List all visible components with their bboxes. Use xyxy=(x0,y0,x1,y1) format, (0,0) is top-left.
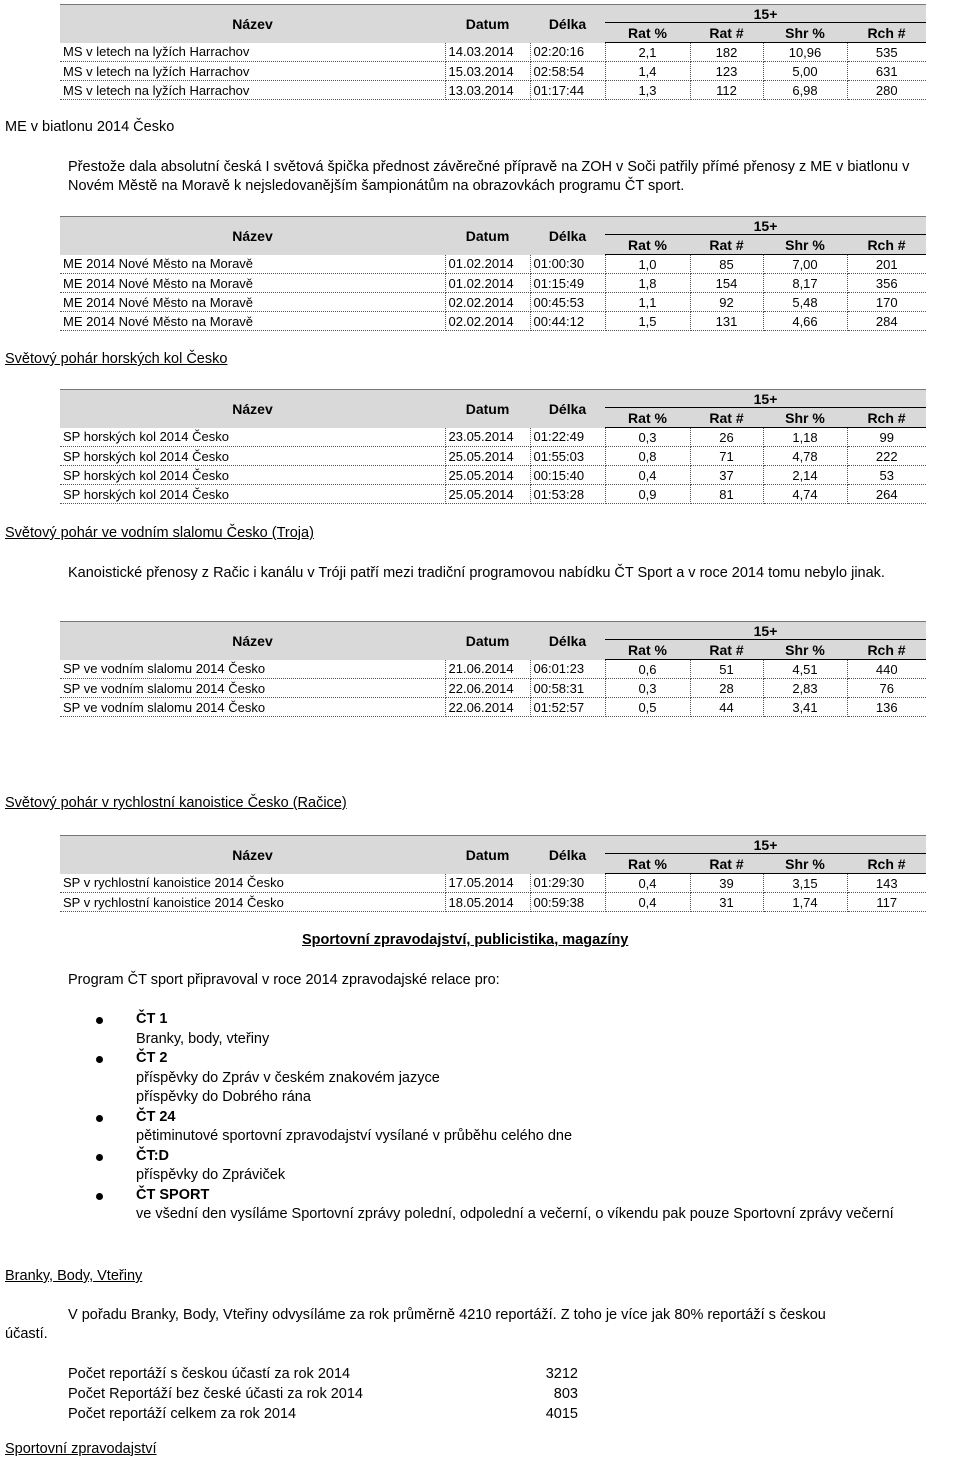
cell-shr-pct: 3,41 xyxy=(763,698,847,717)
cell-length: 01:22:49 xyxy=(530,428,605,447)
table-row xyxy=(60,893,926,912)
cell-name: SP ve vodním slalomu 2014 Česko xyxy=(60,660,445,679)
cell-rat-pct: 0,9 xyxy=(605,485,690,504)
cell-length: 00:59:38 xyxy=(530,893,605,912)
cell-rat-num: 92 xyxy=(690,293,763,312)
col-header-date: Datum xyxy=(445,836,530,874)
cell-length: 06:01:23 xyxy=(530,660,605,679)
paragraph-slalom: Kanoistické přenosy z Račic i kanálu v Tróji patří mezi tradiční programovou nabídku ČT Sport a v roce 2014 tomu nebylo jinak. xyxy=(68,565,885,581)
news-intro: Program ČT sport připravoval v roce 2014 zpravodajské relace pro: xyxy=(68,972,500,988)
cell-name: ME 2014 Nové Město na Moravě xyxy=(60,312,445,331)
cell-date: 01.02.2014 xyxy=(445,255,530,274)
cell-rat-num: 154 xyxy=(690,274,763,293)
cell-length: 01:15:49 xyxy=(530,274,605,293)
col-header-rch-num: Rch # xyxy=(847,640,926,660)
cell-rch-num: 535 xyxy=(847,43,926,62)
cell-length: 00:58:31 xyxy=(530,679,605,698)
channel-item xyxy=(96,1186,956,1225)
table-row xyxy=(60,428,926,447)
col-header-shr-pct: Shr % xyxy=(763,854,847,874)
channel-description: příspěvky do Zpráviček xyxy=(136,1167,286,1183)
cell-name: MS v letech na lyžích Harrachov xyxy=(60,81,445,100)
bullet-icon xyxy=(96,1193,103,1200)
cell-rat-pct: 0,5 xyxy=(605,698,690,717)
cell-date: 21.06.2014 xyxy=(445,660,530,679)
table-row xyxy=(60,312,926,331)
cell-length: 00:15:40 xyxy=(530,466,605,485)
paragraph-biathlon: Přestože dala absolutní česká I světová špička přednost závěrečné přípravě na ZOH v Soči patřily přímé přenosy z ME v biatlonu v Novém Městě na Moravě k nejsledovanějším šampionátům na obrazovkách programu ČT sport. xyxy=(68,159,910,194)
cell-name: SP v rychlostní kanoistice 2014 Česko xyxy=(60,893,445,912)
cell-rch-num: 280 xyxy=(847,81,926,100)
cell-shr-pct: 4,78 xyxy=(763,447,847,466)
section-heading-news: Sportovní zpravodajství, publicistika, magazíny xyxy=(302,932,629,948)
cell-shr-pct: 4,51 xyxy=(763,660,847,679)
cell-date: 25.05.2014 xyxy=(445,447,530,466)
col-header-rch-num: Rch # xyxy=(847,408,926,428)
col-header-rat-num: Rat # xyxy=(690,640,763,660)
cell-rat-pct: 0,4 xyxy=(605,893,690,912)
cell-name: SP horských kol 2014 Česko xyxy=(60,485,445,504)
col-group-15plus: 15+ xyxy=(605,217,926,235)
col-header-shr-pct: Shr % xyxy=(763,640,847,660)
ratings-table-biathlon xyxy=(60,216,926,331)
cell-rat-num: 28 xyxy=(690,679,763,698)
cell-rch-num: 264 xyxy=(847,485,926,504)
channel-item xyxy=(96,1049,956,1108)
stat-row xyxy=(68,1384,578,1404)
col-header-length: Délka xyxy=(530,5,605,43)
cell-length: 00:44:12 xyxy=(530,312,605,331)
ratings-table-harrachov xyxy=(60,4,926,100)
channel-item xyxy=(96,1010,956,1049)
channel-name: ČT 2 xyxy=(136,1050,168,1066)
col-group-15plus: 15+ xyxy=(605,836,926,854)
stat-value: 803 xyxy=(553,1386,578,1402)
channel-description: ve všední den vysíláme Sportovní zprávy polední, odpolední a večerní, o víkendu pak pouze Sportovní zprávy večerní xyxy=(136,1206,894,1222)
col-header-date: Datum xyxy=(445,390,530,428)
cell-rat-pct: 0,3 xyxy=(605,428,690,447)
col-header-length: Délka xyxy=(530,622,605,660)
cell-rat-num: 39 xyxy=(690,874,763,893)
table-row xyxy=(60,466,926,485)
cell-name: MS v letech na lyžích Harrachov xyxy=(60,43,445,62)
cell-rch-num: 53 xyxy=(847,466,926,485)
cell-rat-num: 44 xyxy=(690,698,763,717)
cell-rat-num: 112 xyxy=(690,81,763,100)
cell-length: 01:52:57 xyxy=(530,698,605,717)
paragraph-bbv-line1: V pořadu Branky, Body, Vteřiny odvysíláme za rok průměrně 4210 reportáží. Z toho je více jak 80% reportáží s českou xyxy=(68,1307,826,1323)
stat-row xyxy=(68,1364,578,1384)
cell-name: ME 2014 Nové Město na Moravě xyxy=(60,293,445,312)
col-header-name: Název xyxy=(60,5,445,43)
cell-rch-num: 136 xyxy=(847,698,926,717)
col-header-date: Datum xyxy=(445,217,530,255)
stat-label: Počet reportáží celkem za rok 2014 xyxy=(68,1406,297,1422)
col-header-rch-num: Rch # xyxy=(847,23,926,43)
cell-date: 18.05.2014 xyxy=(445,893,530,912)
cell-rch-num: 143 xyxy=(847,874,926,893)
cell-shr-pct: 5,00 xyxy=(763,62,847,81)
table-row xyxy=(60,81,926,100)
col-header-rat-num: Rat # xyxy=(690,408,763,428)
cell-shr-pct: 4,74 xyxy=(763,485,847,504)
cell-rch-num: 222 xyxy=(847,447,926,466)
col-header-rat-pct: Rat % xyxy=(605,235,690,255)
cell-rat-pct: 0,4 xyxy=(605,466,690,485)
stat-value: 3212 xyxy=(545,1366,578,1382)
cell-length: 00:45:53 xyxy=(530,293,605,312)
table-row xyxy=(60,679,926,698)
table-row xyxy=(60,874,926,893)
cell-rat-pct: 1,8 xyxy=(605,274,690,293)
col-header-name: Název xyxy=(60,622,445,660)
bullet-icon xyxy=(96,1154,103,1161)
cell-rch-num: 170 xyxy=(847,293,926,312)
table-row xyxy=(60,447,926,466)
cell-rch-num: 631 xyxy=(847,62,926,81)
cell-date: 15.03.2014 xyxy=(445,62,530,81)
cell-rch-num: 76 xyxy=(847,679,926,698)
cell-length: 01:55:03 xyxy=(530,447,605,466)
cell-length: 02:20:16 xyxy=(530,43,605,62)
cell-date: 25.05.2014 xyxy=(445,466,530,485)
col-header-shr-pct: Shr % xyxy=(763,23,847,43)
cell-date: 13.03.2014 xyxy=(445,81,530,100)
col-group-15plus: 15+ xyxy=(605,5,926,23)
cell-rat-pct: 1,3 xyxy=(605,81,690,100)
channel-name: ČT SPORT xyxy=(136,1186,210,1203)
cell-shr-pct: 3,15 xyxy=(763,874,847,893)
col-header-name: Název xyxy=(60,217,445,255)
cell-date: 17.05.2014 xyxy=(445,874,530,893)
col-header-rat-pct: Rat % xyxy=(605,408,690,428)
table-row xyxy=(60,698,926,717)
channel-item xyxy=(96,1147,956,1186)
cell-name: SP v rychlostní kanoistice 2014 Česko xyxy=(60,874,445,893)
col-header-shr-pct: Shr % xyxy=(763,235,847,255)
cell-rat-num: 123 xyxy=(690,62,763,81)
channel-description: příspěvky do Dobrého rána xyxy=(136,1089,311,1105)
channel-name: ČT 1 xyxy=(136,1011,168,1027)
cell-rat-num: 51 xyxy=(690,660,763,679)
cell-rat-num: 85 xyxy=(690,255,763,274)
cell-length: 01:00:30 xyxy=(530,255,605,274)
bullet-icon xyxy=(96,1056,103,1063)
stat-label: Počet Reportáží bez české účasti za rok 2014 xyxy=(68,1386,363,1402)
cell-name: SP horských kol 2014 Česko xyxy=(60,466,445,485)
cell-rat-num: 37 xyxy=(690,466,763,485)
cell-rch-num: 356 xyxy=(847,274,926,293)
cell-rch-num: 99 xyxy=(847,428,926,447)
cell-rat-pct: 1,0 xyxy=(605,255,690,274)
cell-shr-pct: 1,18 xyxy=(763,428,847,447)
cell-shr-pct: 2,83 xyxy=(763,679,847,698)
cell-rat-pct: 1,4 xyxy=(605,62,690,81)
cell-rat-num: 26 xyxy=(690,428,763,447)
cell-rat-pct: 2,1 xyxy=(605,43,690,62)
cell-rat-num: 182 xyxy=(690,43,763,62)
cell-rat-pct: 1,1 xyxy=(605,293,690,312)
cell-date: 23.05.2014 xyxy=(445,428,530,447)
cell-shr-pct: 10,96 xyxy=(763,43,847,62)
cell-length: 01:53:28 xyxy=(530,485,605,504)
cell-shr-pct: 6,98 xyxy=(763,81,847,100)
col-header-rat-num: Rat # xyxy=(690,854,763,874)
col-header-name: Název xyxy=(60,390,445,428)
footer-heading: Sportovní zpravodajství xyxy=(5,1441,157,1457)
channel-description: pětiminutové sportovní zpravodajství vysílané v průběhu celého dne xyxy=(136,1128,573,1144)
col-header-length: Délka xyxy=(530,217,605,255)
cell-date: 02.02.2014 xyxy=(445,312,530,331)
col-header-rat-pct: Rat % xyxy=(605,640,690,660)
cell-shr-pct: 4,66 xyxy=(763,312,847,331)
cell-rch-num: 117 xyxy=(847,893,926,912)
cell-rch-num: 201 xyxy=(847,255,926,274)
col-header-rat-num: Rat # xyxy=(690,23,763,43)
col-group-15plus: 15+ xyxy=(605,622,926,640)
channel-item xyxy=(96,1108,956,1147)
cell-name: SP horských kol 2014 Česko xyxy=(60,447,445,466)
cell-rat-num: 81 xyxy=(690,485,763,504)
ratings-table-sprint xyxy=(60,835,926,912)
bullet-icon xyxy=(96,1115,103,1122)
col-header-length: Délka xyxy=(530,390,605,428)
cell-rat-pct: 0,6 xyxy=(605,660,690,679)
cell-date: 22.06.2014 xyxy=(445,698,530,717)
cell-shr-pct: 1,74 xyxy=(763,893,847,912)
col-header-rat-pct: Rat % xyxy=(605,854,690,874)
cell-shr-pct: 8,17 xyxy=(763,274,847,293)
cell-length: 02:58:54 xyxy=(530,62,605,81)
col-header-rch-num: Rch # xyxy=(847,235,926,255)
cell-shr-pct: 5,48 xyxy=(763,293,847,312)
cell-rch-num: 284 xyxy=(847,312,926,331)
cell-rat-pct: 0,4 xyxy=(605,874,690,893)
cell-name: SP ve vodním slalomu 2014 Česko xyxy=(60,679,445,698)
ratings-table-mtb xyxy=(60,389,926,504)
stat-label: Počet reportáží s českou účastí za rok 2014 xyxy=(68,1366,351,1382)
section-heading-bbv: Branky, Body, Vteřiny xyxy=(5,1268,143,1284)
cell-rat-pct: 1,5 xyxy=(605,312,690,331)
cell-name: ME 2014 Nové Město na Moravě xyxy=(60,255,445,274)
stat-value: 4015 xyxy=(545,1406,578,1422)
col-header-date: Datum xyxy=(445,5,530,43)
col-header-rat-pct: Rat % xyxy=(605,23,690,43)
stat-row xyxy=(68,1404,578,1424)
table-row xyxy=(60,43,926,62)
cell-name: SP horských kol 2014 Česko xyxy=(60,428,445,447)
cell-date: 22.06.2014 xyxy=(445,679,530,698)
channel-name: ČT 24 xyxy=(136,1108,176,1125)
table-row xyxy=(60,660,926,679)
col-header-rat-num: Rat # xyxy=(690,235,763,255)
cell-shr-pct: 7,00 xyxy=(763,255,847,274)
col-header-rch-num: Rch # xyxy=(847,854,926,874)
cell-length: 01:29:30 xyxy=(530,874,605,893)
section-heading-sprint: Světový pohár v rychlostní kanoistice Česko (Račice) xyxy=(5,795,347,811)
channel-list xyxy=(96,1010,956,1225)
cell-rat-num: 31 xyxy=(690,893,763,912)
cell-date: 14.03.2014 xyxy=(445,43,530,62)
table-row xyxy=(60,293,926,312)
table-row xyxy=(60,255,926,274)
bbv-stats xyxy=(68,1364,578,1424)
col-header-length: Délka xyxy=(530,836,605,874)
cell-name: MS v letech na lyžích Harrachov xyxy=(60,62,445,81)
table-row xyxy=(60,485,926,504)
table-row xyxy=(60,62,926,81)
section-heading-biathlon: ME v biatlonu 2014 Česko xyxy=(5,119,175,135)
cell-length: 01:17:44 xyxy=(530,81,605,100)
col-header-name: Název xyxy=(60,836,445,874)
cell-date: 25.05.2014 xyxy=(445,485,530,504)
section-heading-slalom: Světový pohár ve vodním slalomu Česko (Troja) xyxy=(5,525,314,541)
paragraph-bbv-line2: účastí. xyxy=(5,1326,48,1342)
col-header-shr-pct: Shr % xyxy=(763,408,847,428)
cell-rat-num: 131 xyxy=(690,312,763,331)
cell-rat-pct: 0,3 xyxy=(605,679,690,698)
cell-name: SP ve vodním slalomu 2014 Česko xyxy=(60,698,445,717)
channel-name: ČT:D xyxy=(136,1147,170,1164)
cell-rat-num: 71 xyxy=(690,447,763,466)
bullet-icon xyxy=(96,1017,103,1024)
cell-rat-pct: 0,8 xyxy=(605,447,690,466)
cell-date: 02.02.2014 xyxy=(445,293,530,312)
channel-description: Branky, body, vteřiny xyxy=(136,1030,270,1047)
cell-date: 01.02.2014 xyxy=(445,274,530,293)
section-heading-mtb: Světový pohár horských kol Česko xyxy=(5,351,228,367)
cell-name: ME 2014 Nové Město na Moravě xyxy=(60,274,445,293)
ratings-table-slalom xyxy=(60,621,926,717)
table-row xyxy=(60,274,926,293)
col-group-15plus: 15+ xyxy=(605,390,926,408)
cell-rch-num: 440 xyxy=(847,660,926,679)
col-header-date: Datum xyxy=(445,622,530,660)
channel-description: příspěvky do Zpráv v českém znakovém jazyce xyxy=(136,1069,440,1086)
cell-shr-pct: 2,14 xyxy=(763,466,847,485)
